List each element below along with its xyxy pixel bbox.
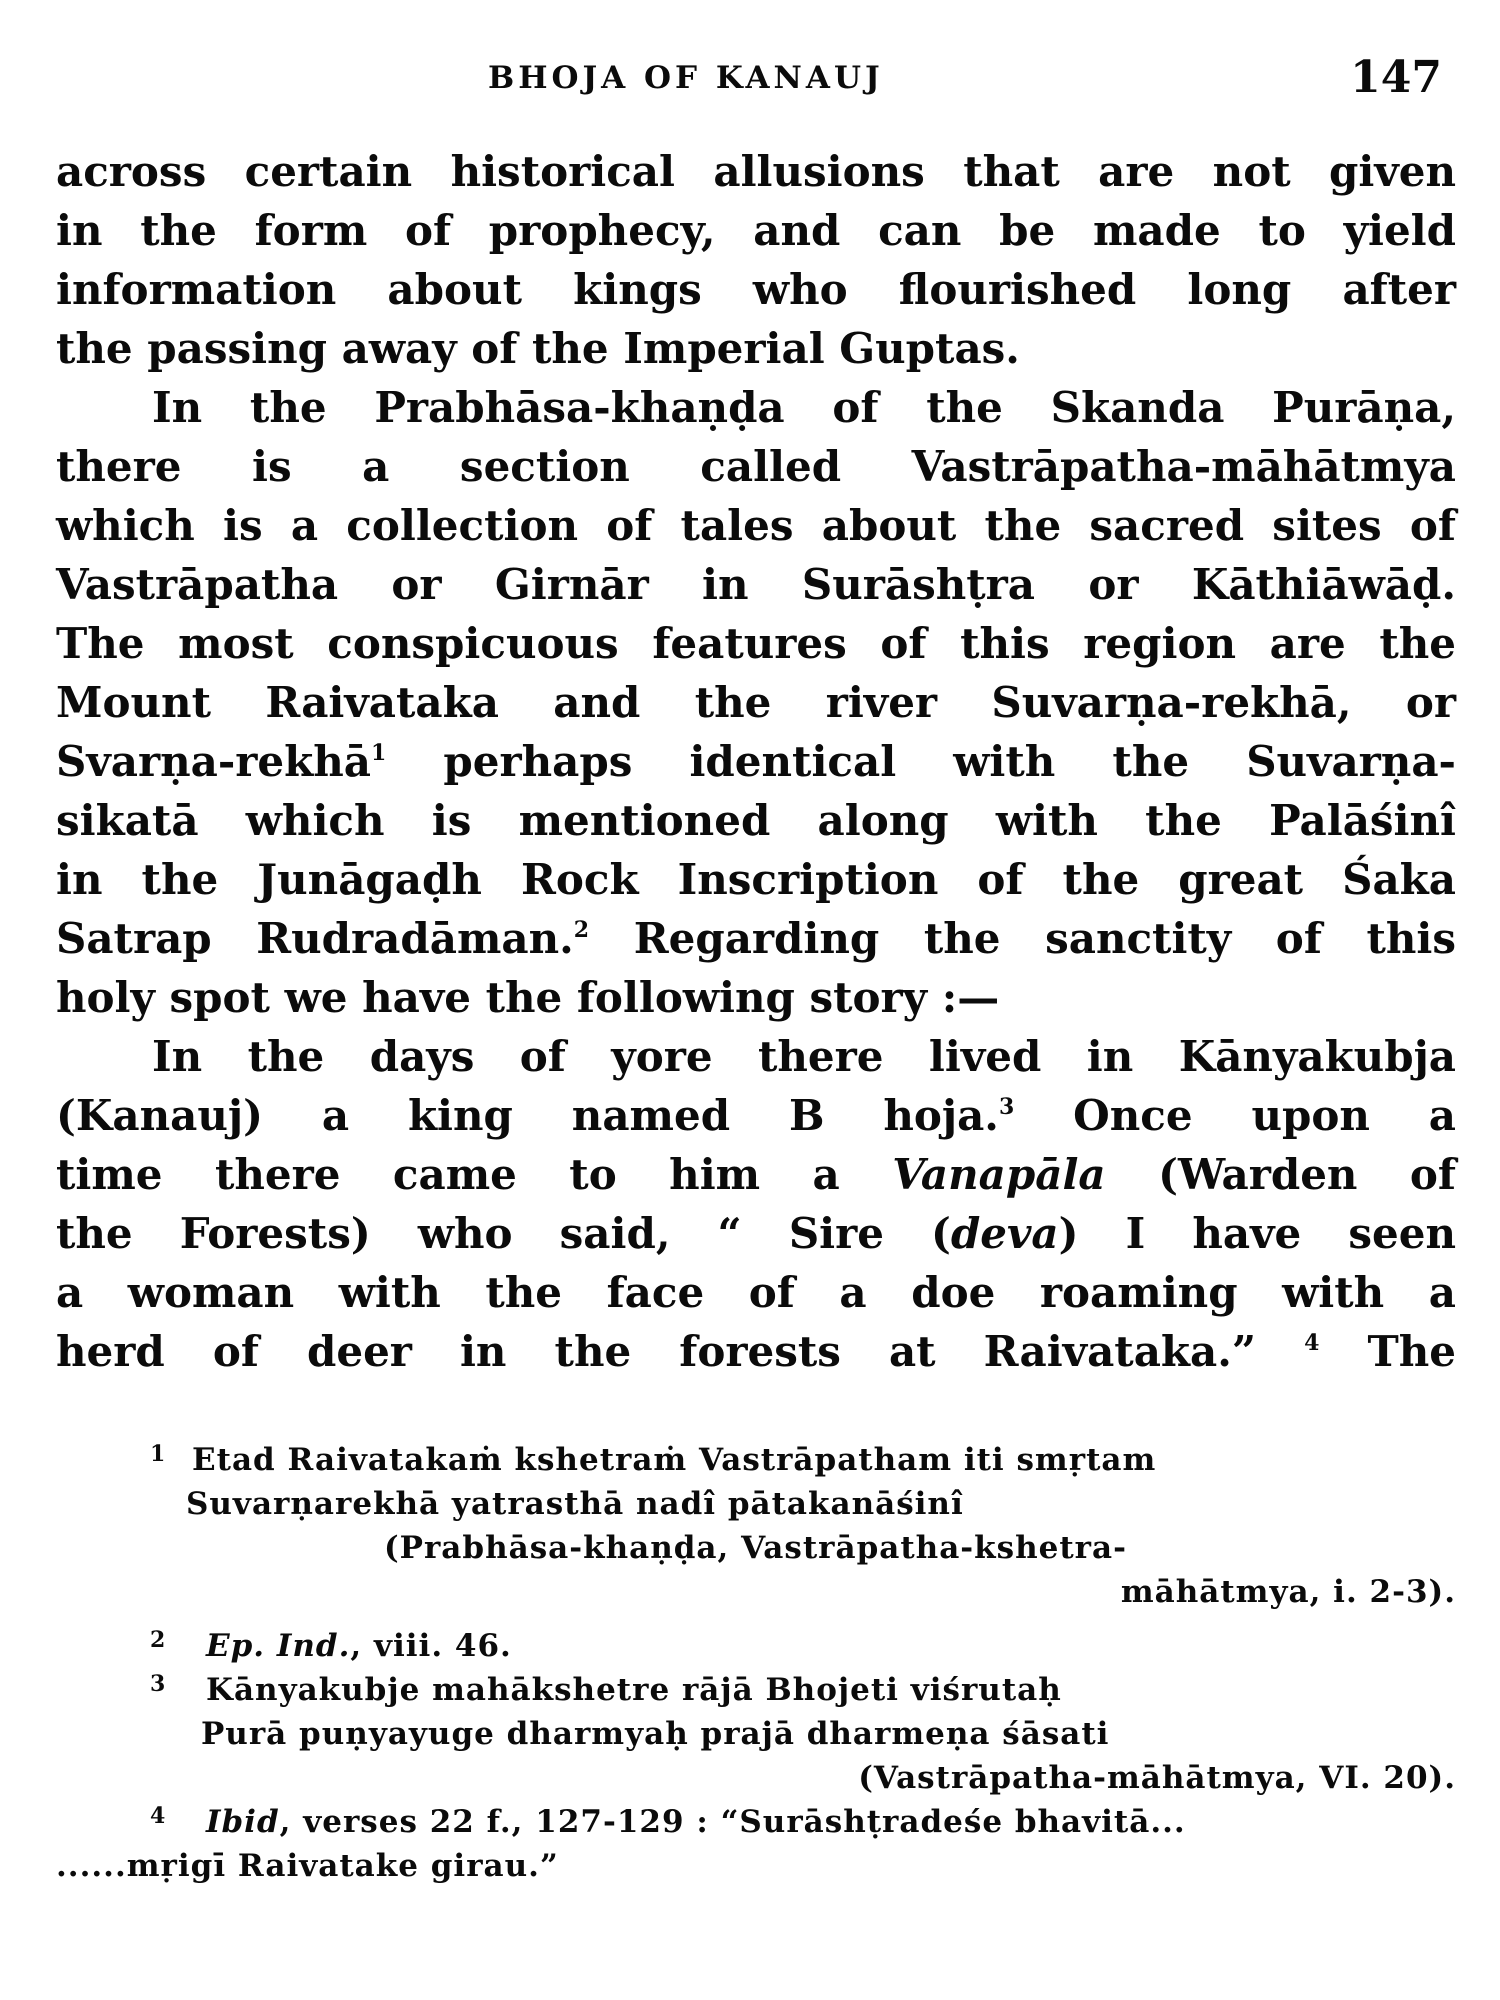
text-line: sikatā which is mentioned along with the Palāśinî bbox=[56, 796, 1456, 845]
text-fragment: Once upon a bbox=[1014, 1091, 1457, 1140]
footnote-marker: 4 bbox=[150, 1803, 167, 1829]
text-line: there is a section called Vastrāpatha-māhātmya bbox=[56, 442, 1456, 491]
text-line: which is a collection of tales about the sacred sites of bbox=[56, 501, 1456, 550]
footnote-marker: 1 bbox=[150, 1441, 167, 1467]
text-line: in the Junāgaḍh Rock Inscription of the great Śaka bbox=[56, 855, 1456, 904]
text-fragment: Svarṇa-rekhā bbox=[56, 737, 371, 786]
text-line: In the days of yore there lived in Kānyakubja bbox=[152, 1032, 1456, 1081]
footnote-line: māhātmya, i. 2-3). bbox=[1120, 1574, 1456, 1610]
text-fragment: , viii. 46. bbox=[350, 1628, 512, 1664]
text-line: The most conspicuous features of this region are the bbox=[56, 619, 1456, 668]
italic-term: Ibid bbox=[206, 1804, 280, 1840]
footnote-line: (Prabhāsa-khaṇḍa, Vastrāpatha-kshetra- bbox=[384, 1530, 1127, 1566]
text-fragment: ) I have seen bbox=[1058, 1209, 1457, 1258]
main-text bbox=[56, 142, 1456, 1381]
footnote-ref: 2 bbox=[573, 917, 590, 943]
italic-term: deva bbox=[950, 1209, 1059, 1258]
text-line: holy spot we have the following story :— bbox=[56, 973, 1000, 1022]
text-fragment: The bbox=[1367, 1327, 1456, 1376]
text-line: the passing away of the Imperial Guptas. bbox=[56, 324, 1020, 373]
footnote-line: (Vastrāpatha-māhātmya, VI. 20). bbox=[858, 1760, 1456, 1796]
running-title: BHOJA OF KANAUJ bbox=[488, 60, 884, 96]
footnote-4 bbox=[56, 1800, 1456, 1888]
italic-term: Ep. Ind. bbox=[206, 1628, 351, 1664]
text-fragment: , verses 22 f., 127-129 : “Surāshṭradeśe bhavitā... bbox=[279, 1804, 1186, 1840]
footnote-line: ......mṛigī Raivatake girau.” bbox=[56, 1848, 559, 1884]
footnote-line bbox=[56, 1624, 1456, 1668]
text-fragment: (Warden of bbox=[1105, 1150, 1456, 1199]
footnote-line: Suvarṇarekhā yatrasthā nadî pātakanāśinî bbox=[186, 1486, 964, 1522]
text-line: across certain historical allusions that are not given bbox=[56, 147, 1456, 196]
footnote-1 bbox=[56, 1438, 1456, 1614]
text-fragment: herd of deer in the forests at Raivataka.” bbox=[56, 1327, 1257, 1376]
text-line bbox=[56, 1086, 1456, 1145]
text-fragment: Regarding the sanctity of this bbox=[589, 914, 1457, 963]
text-line bbox=[56, 909, 1456, 968]
footnotes bbox=[56, 1438, 1456, 1888]
text-fragment: time there came to him a bbox=[56, 1150, 893, 1199]
text-line: Mount Raivataka and the river Suvarṇa-rekhā, or bbox=[56, 678, 1456, 727]
text-line bbox=[56, 1204, 1456, 1263]
text-line bbox=[56, 1322, 1456, 1381]
footnote-line: Purā puṇyayuge dharmyaḥ prajā dharmeṇa śāsati bbox=[201, 1716, 1110, 1752]
footnote-ref: 4 bbox=[1304, 1330, 1320, 1356]
footnote-3 bbox=[56, 1668, 1456, 1800]
text-fragment: the Forests) who said, “ Sire ( bbox=[56, 1209, 951, 1258]
text-line: information about kings who flourished long after bbox=[56, 265, 1456, 314]
footnote-ref: 3 bbox=[998, 1094, 1015, 1120]
footnote-marker: 3 bbox=[150, 1671, 167, 1697]
footnote-marker: 2 bbox=[150, 1627, 167, 1653]
text-line: a woman with the face of a doe roaming with a bbox=[56, 1268, 1456, 1317]
text-fragment: (Kanauj) a king named B hoja. bbox=[56, 1091, 999, 1140]
footnote-line bbox=[56, 1800, 1456, 1844]
text-line bbox=[56, 732, 1456, 791]
text-fragment: perhaps identical with the Suvarṇa- bbox=[386, 737, 1456, 786]
text-line: in the form of prophecy, and can be made to yield bbox=[56, 206, 1456, 255]
footnote-2 bbox=[56, 1624, 1456, 1668]
footnote-ref: 1 bbox=[370, 740, 387, 766]
footnote-line: Etad Raivatakaṁ kshetraṁ Vastrāpatham iti smṛtam bbox=[192, 1442, 1157, 1478]
page-header bbox=[0, 52, 1500, 108]
text-fragment: Satrap Rudradāman. bbox=[56, 914, 574, 963]
italic-term: Vanapāla bbox=[892, 1150, 1106, 1199]
footnote-line: Kānyakubje mahākshetre rājā Bhojeti viśrutaḥ bbox=[206, 1672, 1062, 1708]
text-line: Vastrāpatha or Girnār in Surāshṭra or Kāthiāwāḍ. bbox=[56, 560, 1456, 609]
page-number: 147 bbox=[1350, 52, 1442, 103]
text-line: In the Prabhāsa-khaṇḍa of the Skanda Purāṇa, bbox=[152, 383, 1456, 432]
text-line bbox=[56, 1145, 1456, 1204]
